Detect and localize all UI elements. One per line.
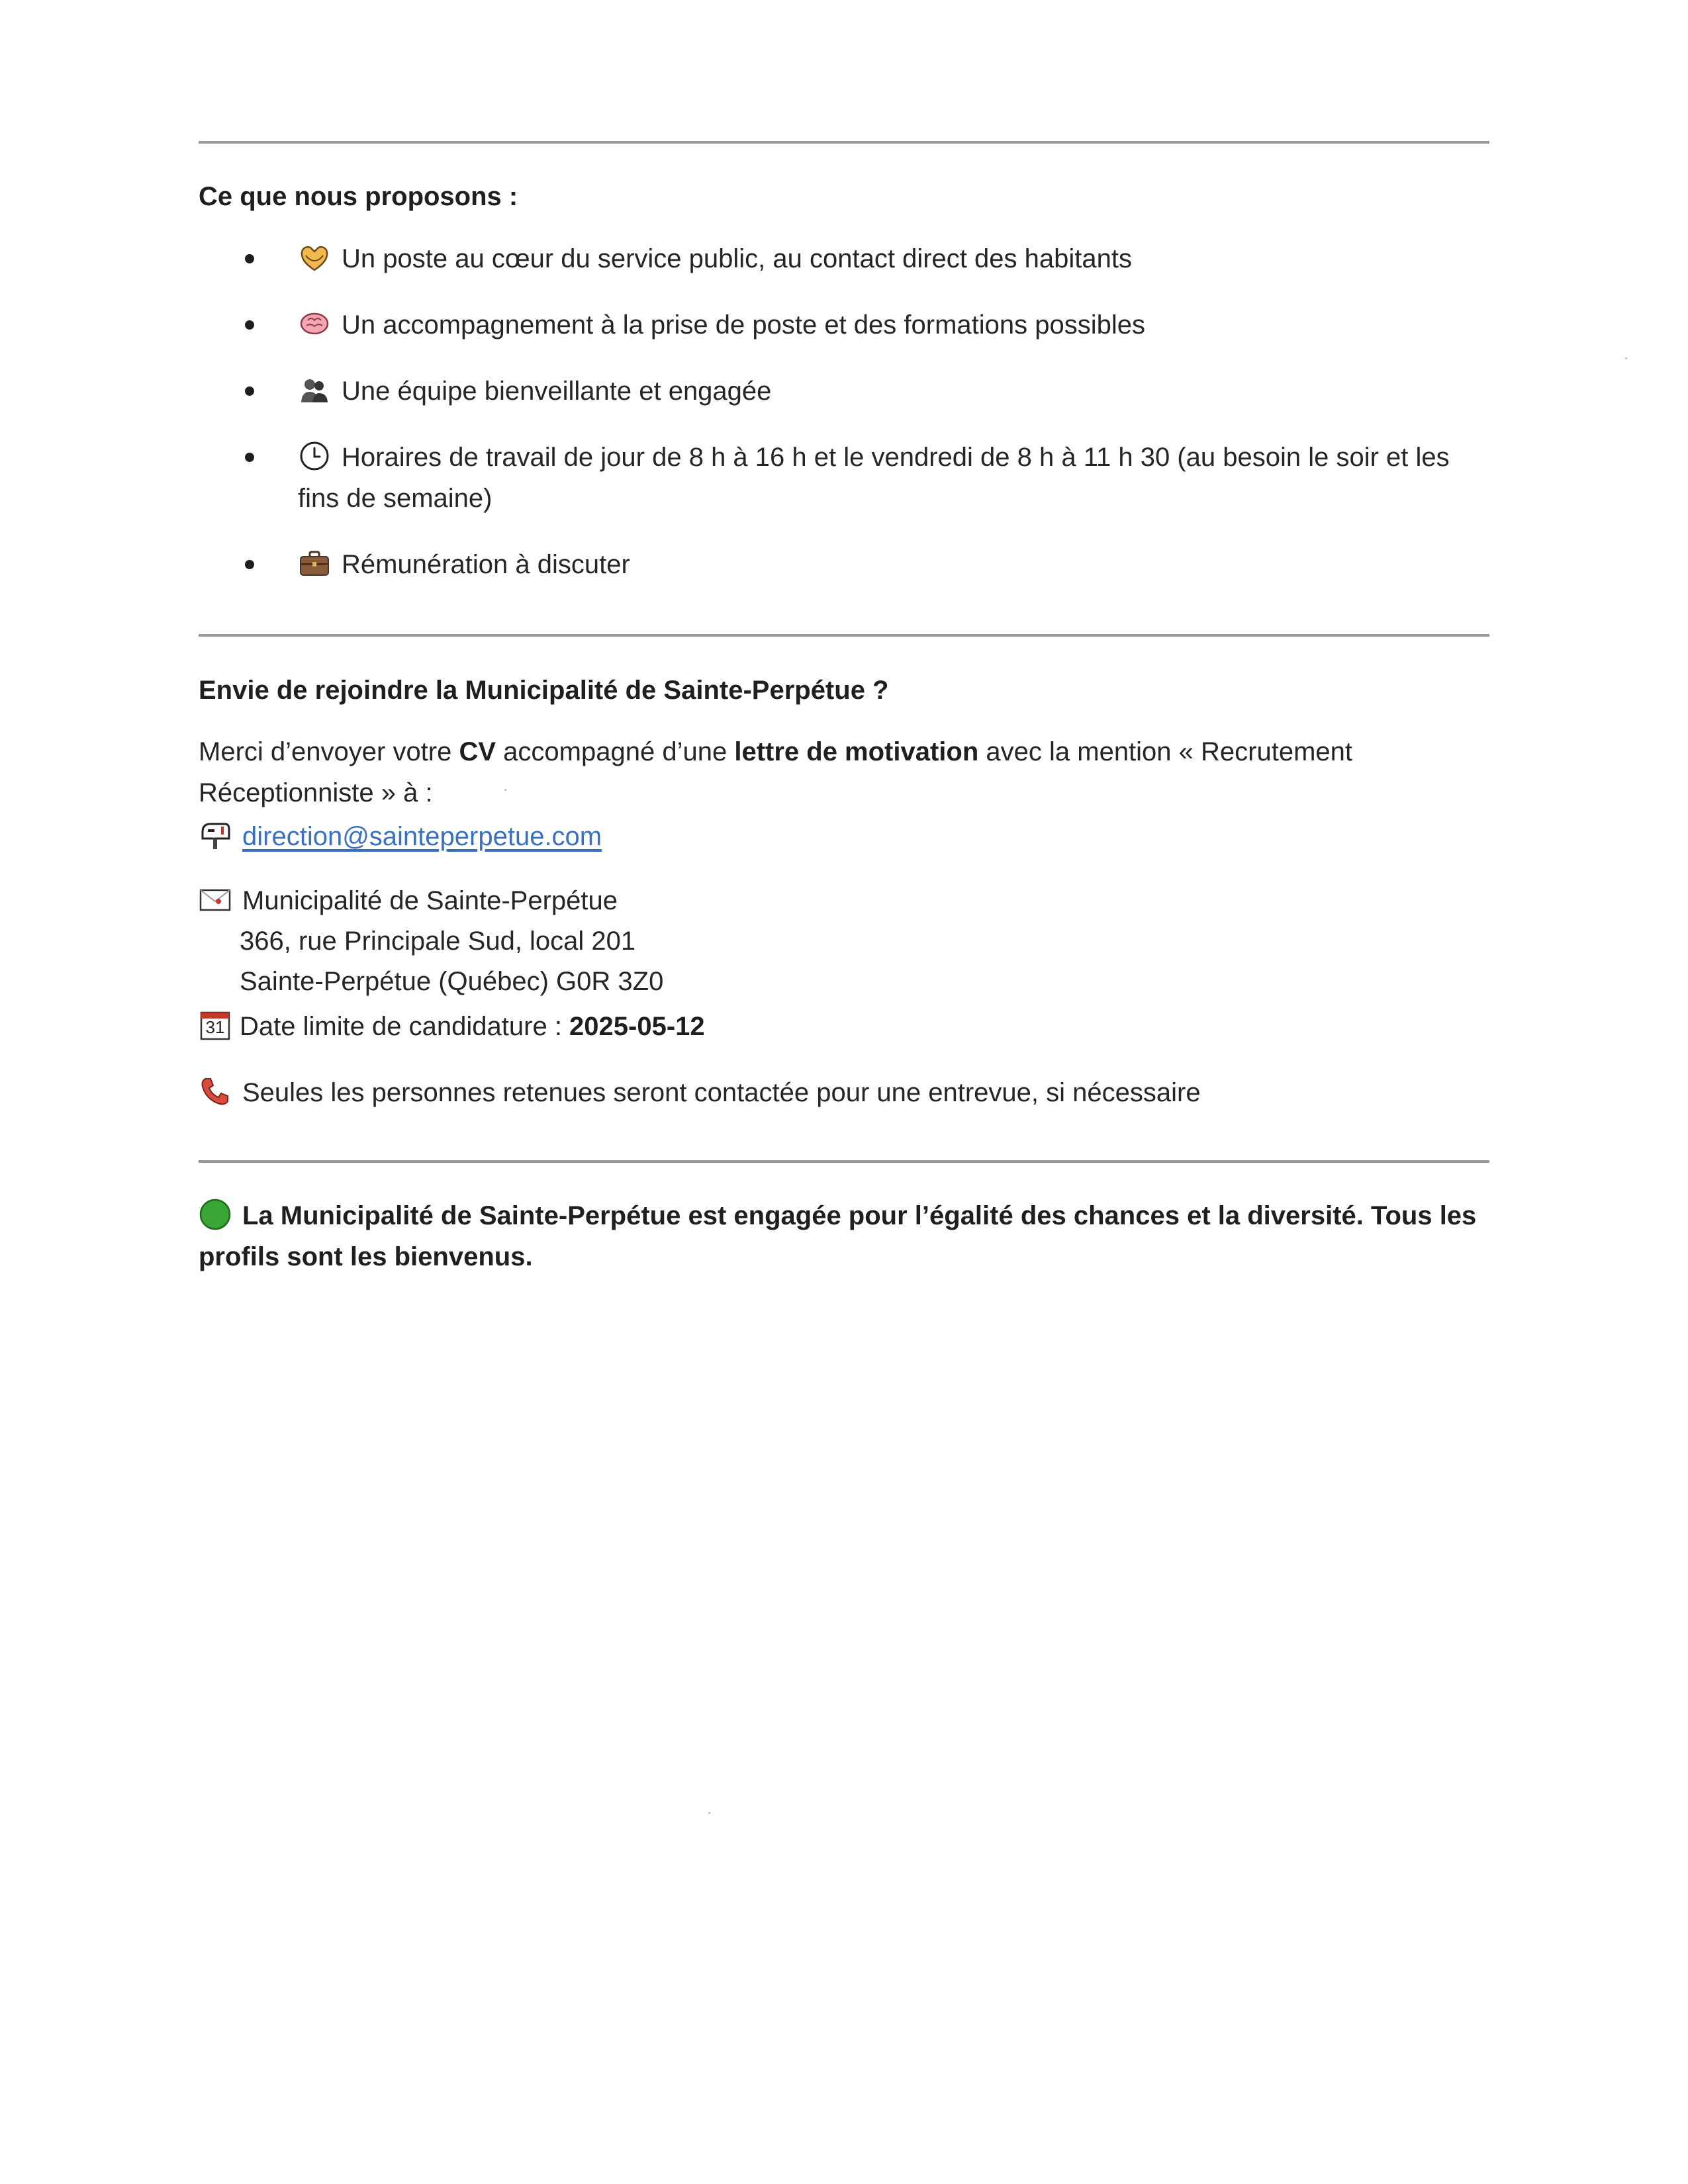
list-item [199, 371, 1489, 412]
bullet-dot [245, 254, 254, 263]
diversity-statement-block [199, 1195, 1489, 1277]
mailbox-icon [199, 819, 232, 852]
offer-item-text: Horaires de travail de jour de 8 h à 16 h et le vendredi de 8 h à 11 h 30 (au besoin le soir et les fins de semaine) [298, 443, 1450, 513]
calendar-icon [199, 1009, 232, 1042]
briefcase-icon [298, 547, 331, 580]
people-icon [298, 373, 331, 406]
offer-heading: Ce que nous proposons : [199, 182, 518, 211]
letter-emphasis: lettre de motivation [734, 737, 979, 766]
deadline-value: 2025-05-12 [569, 1012, 705, 1041]
intro-text: accompagné d’une [496, 737, 735, 766]
bullet-dot [245, 453, 254, 462]
contact-note: Seules les personnes retenues seront contactée pour une entrevue, si nécessaire [242, 1078, 1201, 1107]
address-line-2: 366, rue Principale Sud, local 201 [240, 927, 636, 956]
calendar-day: 31 [205, 1017, 225, 1037]
deadline-line [199, 1006, 705, 1047]
apply-heading: Envie de rejoindre la Municipalité de Sainte-Perpétue ? [199, 676, 889, 705]
deadline-label: Date limite de candidature : [240, 1012, 570, 1041]
brain-icon [298, 307, 331, 340]
clock-icon [298, 439, 331, 473]
offer-item-text: Rémunération à discuter [342, 550, 630, 579]
offer-item-text: Une équipe bienveillante et engagée [342, 377, 772, 406]
list-item [199, 304, 1489, 345]
address-text: Municipalité de Sainte-Perpétue [242, 886, 618, 915]
bullet-dot [245, 387, 254, 396]
scan-speck [1625, 357, 1627, 359]
contact-note-line [199, 1072, 1201, 1113]
cv-emphasis: CV [459, 737, 496, 766]
scan-speck [708, 1812, 710, 1814]
email-link[interactable]: direction@sainteperpetue.com [242, 822, 602, 851]
offer-item-text: Un poste au cœur du service public, au contact direct des habitants [342, 244, 1132, 273]
email-line [199, 816, 602, 857]
address-line-1 [199, 880, 618, 921]
bullet-dot [245, 320, 254, 330]
phone-icon [199, 1075, 232, 1108]
diversity-statement: La Municipalité de Sainte-Perpétue est engagée pour l’égalité des chances et la diversité. Tous les profils sont les bienvenus. [199, 1201, 1477, 1271]
top-divider [199, 141, 1489, 144]
list-item [199, 437, 1489, 519]
list-item [199, 238, 1489, 279]
intro-text: Merci d’envoyer votre [199, 737, 459, 766]
list-item [199, 544, 1489, 585]
offer-item-text: Un accompagnement à la prise de poste et des formations possibles [342, 310, 1146, 340]
green-circle-icon [199, 1198, 232, 1231]
middle-divider [199, 634, 1489, 637]
address-line-3: Sainte-Perpétue (Québec) G0R 3Z0 [240, 967, 664, 996]
bottom-divider [199, 1160, 1489, 1163]
offer-list [199, 238, 1489, 610]
envelope-icon [199, 883, 232, 916]
intro-text: avec la mention « Recrutement Réceptionniste » à : [199, 737, 1353, 807]
scan-speck [504, 789, 506, 791]
apply-intro [199, 731, 1489, 813]
bullet-dot [245, 560, 254, 569]
heart-hands-icon [298, 241, 331, 274]
